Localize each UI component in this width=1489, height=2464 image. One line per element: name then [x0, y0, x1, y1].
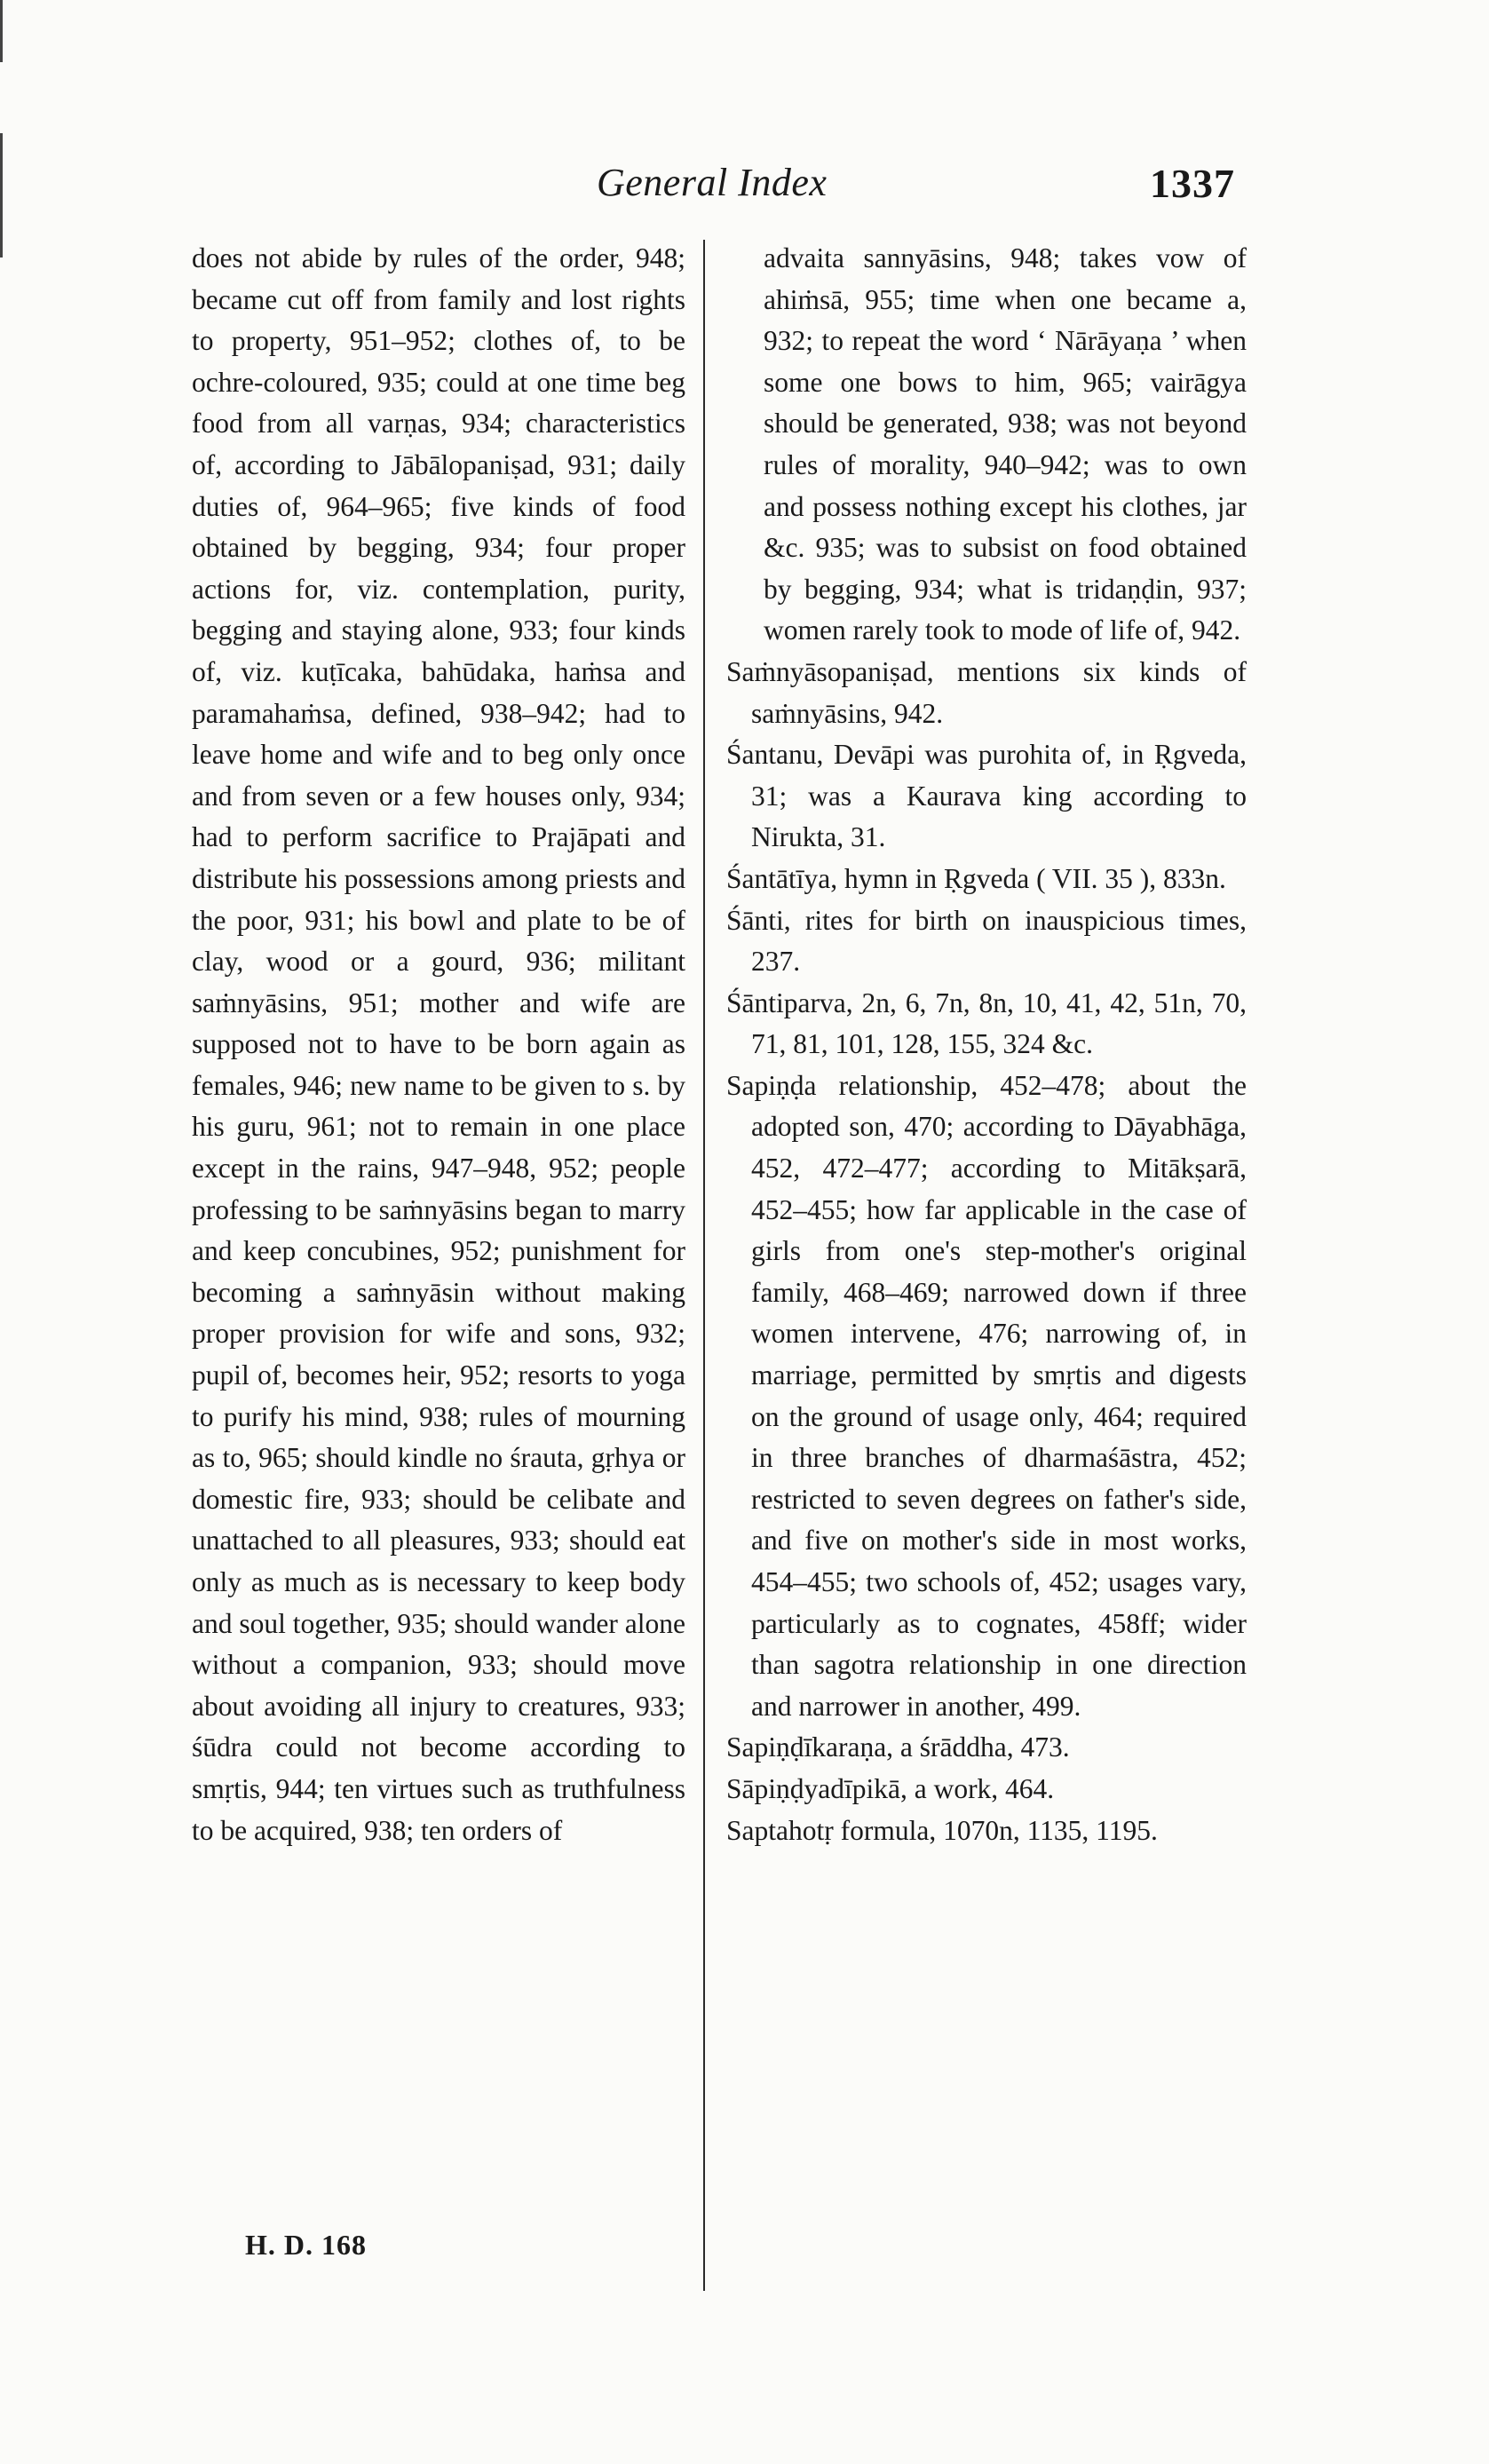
signature-mark: H. D. 168 [245, 2229, 367, 2261]
left-column [192, 238, 685, 1851]
index-entry: Saptahotṛ formula, 1070n, 1135, 1195. [726, 1814, 1158, 1846]
index-entry-continuation: advaita sannyāsins, 948; takes vow of ahiṁsā, 955; time when one became a, 932; to repeat the word ‘ Nārāyaṇa ’ when some one bows to him, 965; vairāgya should be generated, 938; was not beyond rules of morality, 940–942; was to own and possess nothing except his clothes, jar &c. 935; was to subsist on food obtained by begging, 934; what is tridaṇḍin, 937; women rarely took to mode of life of, 942. [764, 242, 1247, 646]
right-column [726, 238, 1247, 1851]
scan-edge-mark [0, 0, 3, 62]
column-divider [703, 240, 705, 2291]
index-entry-continuation: does not abide by rules of the order, 948; became cut off from family and lost rights to property, 951–952; clothes of, to be ochre-coloured, 935; could at one time beg food from all varṇas, 934; characteristics of, according to Jābālopaniṣad, 931; daily duties of, 964–965; five kinds of food obtained by begging, 934; four proper actions for, viz. contemplation, purity, begging and staying alone, 933; four kinds of, viz. kuṭīcaka, bahūdaka, haṁsa and paramahaṁsa, defined, 938–942; had to leave home and wife and to beg only once and from seven or a few houses only, 934; had to perform sacrifice to Prajāpati and distribute his possessions among priests and the poor, 931; his bowl and plate to be of clay, wood or a gourd, 936; militant saṁnyāsins, 951; mother and wife are supposed not to have to be born again as females, 946; new name to be given to s. by his guru, 961; not to remain in one place except in the rains, 947–948, 952; people professing to be saṁnyāsins began to marry and keep concubines, 952; punishment for becoming a saṁnyāsin without making proper provision for wife and sons, 932; pupil of, becomes heir, 952; resorts to yoga to purify his mind, 938; rules of mourning as to, 965; should kindle no śrauta, gṛhya or domestic fire, 933; should be celibate and unattached to all pleasures, 933; should eat only as much as is necessary to keep body and soul together, 935; should wander alone without a companion, 933; should move about avoiding all injury to creatures, 933; śūdra could not become according to smṛtis, 944; ten virtues such as truthfulness to be acquired, 938; ten orders of [192, 242, 685, 1846]
running-header-title: General Index [597, 161, 828, 204]
index-entry: Śantātīya, hymn in Ṛgveda ( VII. 35 ), 833n. [726, 862, 1226, 894]
index-entry: Śantanu, Devāpi was purohita of, in Ṛgveda, 31; was a Kaurava king according to Nirukta, 31. [726, 739, 1247, 853]
page-number: 1337 [1150, 161, 1235, 206]
index-entry: Śāntiparva, 2n, 6, 7n, 8n, 10, 41, 42, 51n, 70, 71, 81, 101, 128, 155, 324 &c. [726, 986, 1247, 1060]
index-entry: Sapiṇḍīkaraṇa, a śrāddha, 473. [726, 1731, 1070, 1763]
index-entry: Śānti, rites for birth on inauspicious times, 237. [726, 904, 1247, 978]
scan-edge-mark [0, 133, 3, 257]
index-entry: Saṁnyāsopaniṣad, mentions six kinds of saṁnyāsins, 942. [726, 655, 1247, 729]
index-entry: Sāpiṇḍyadīpikā, a work, 464. [726, 1772, 1055, 1804]
index-entry: Sapiṇḍa relationship, 452–478; about the adopted son, 470; according to Dāyabhāga, 452, 472–477; according to Mitākṣarā, 452–455; how far applicable in the case of girls from one's step-mother's original family, 468–469; narrowed down if three women intervene, 476; narrowing of, in marriage, permitted by smṛtis and digests on the ground of usage only, 464; required in three branches of dharmaśāstra, 452; restricted to seven degrees on father's side, and five on mother's side in most works, 454–455; two schools of, 452; usages vary, particularly as to cognates, 458ff; wider than sagotra relationship in one direction and narrower in another, 499. [726, 1069, 1247, 1722]
